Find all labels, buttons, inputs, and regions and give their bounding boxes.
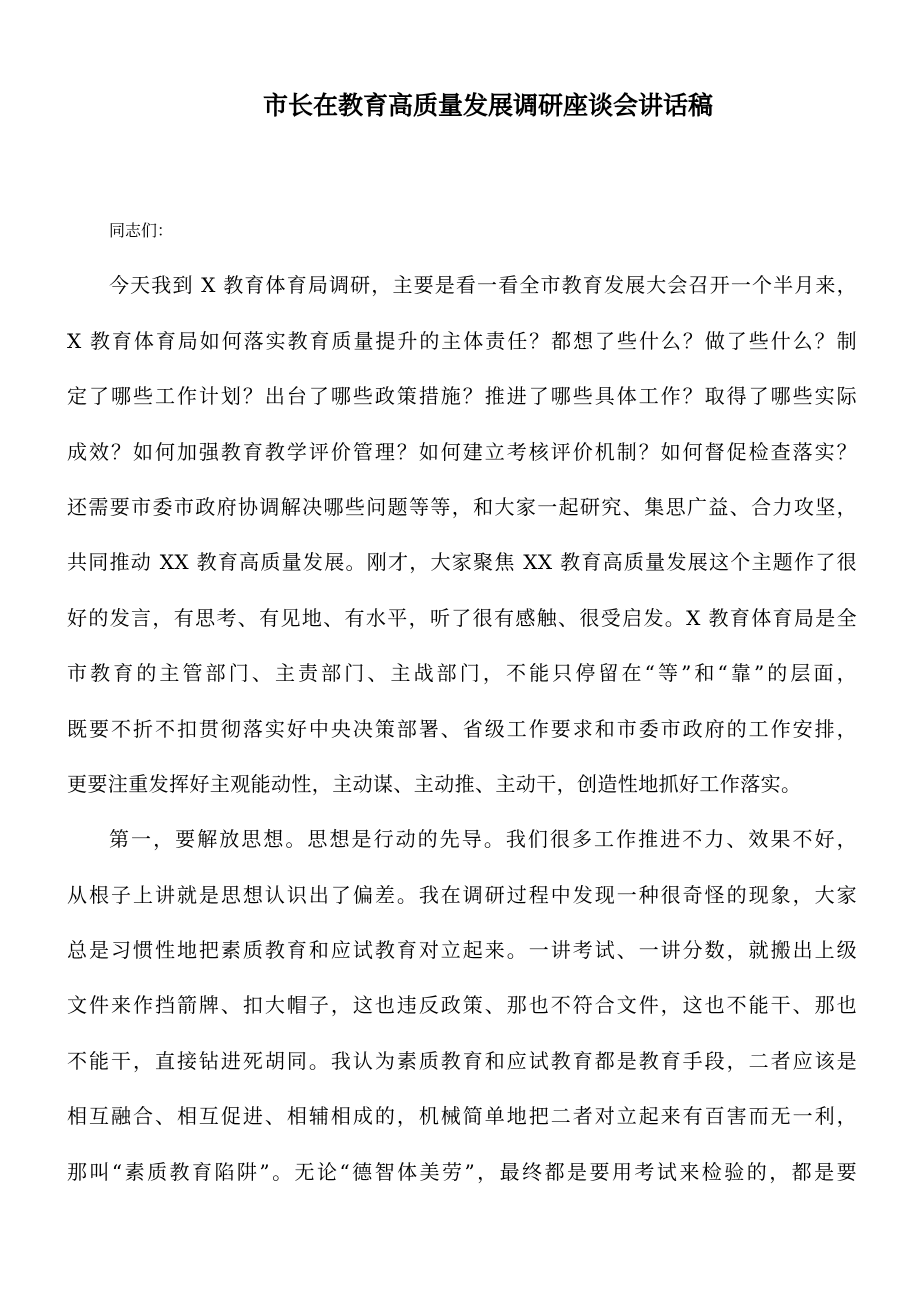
- paragraph-1: [67, 267, 857, 821]
- paragraph-1-line: 还需要市委市政府协调解决哪些问题等等，和大家一起研究、集思广益、合力攻坚，: [67, 494, 857, 519]
- greeting: 同志们：: [109, 221, 174, 240]
- paragraph-2: [67, 821, 857, 1209]
- document-title: 市长在教育高质量发展调研座谈会讲话稿: [262, 91, 713, 120]
- paragraph-2-line: 相互融合、相互促进、相辅相成的，机械简单地把二者对立起来有百害而无一利，: [67, 1104, 857, 1129]
- paragraph-1-line: 今天我到 X 教育体育局调研，主要是看一看全市教育发展大会召开一个半月来，: [109, 273, 857, 298]
- document-body: [67, 212, 857, 1209]
- paragraph-1-line: 成效？如何加强教育教学评价管理？如何建立考核评价机制？如何督促检查落实？: [67, 439, 857, 464]
- paragraph-2-line: 总是习惯性地把素质教育和应试教育对立起来。一讲考试、一讲分数，就搬出上级: [67, 938, 857, 963]
- paragraph-1-line: 定了哪些工作计划？出台了哪些政策措施？推进了哪些具体工作？取得了哪些实际: [67, 384, 857, 409]
- paragraph-1-line: 共同推动 XX 教育高质量发展。刚才，大家聚焦 XX 教育高质量发展这个主题作了很: [67, 550, 857, 575]
- paragraph-2-line: 第一，要解放思想。思想是行动的先导。我们很多工作推进不力、效果不好，: [109, 827, 857, 852]
- paragraph-2-line: 那叫“素质教育陷阱”。无论“德智体美劳”，最终都是要用考试来检验的，都是要: [67, 1159, 857, 1184]
- paragraph-1-line: 更要注重发挥好主观能动性，主动谋、主动推、主动干，创造性地抓好工作落实。: [67, 771, 802, 796]
- paragraph-2-line: 不能干，直接钻进死胡同。我认为素质教育和应试教育都是教育手段，二者应该是: [67, 1048, 857, 1073]
- paragraph-1-line: X 教育体育局如何落实教育质量提升的主体责任？都想了些什么？做了些什么？制: [67, 328, 857, 353]
- paragraph-1-line: 好的发言，有思考、有见地、有水平，听了很有感触、很受启发。X 教育体育局是全: [67, 605, 857, 630]
- paragraph-1-line: 既要不折不扣贯彻落实好中央决策部署、省级工作要求和市委市政府的工作安排，: [67, 716, 857, 741]
- paragraph-1-line: 市教育的主管部门、主责部门、主战部门，不能只停留在“等”和“靠”的层面，: [67, 661, 857, 686]
- paragraph-2-line: 文件来作挡箭牌、扣大帽子，这也违反政策、那也不符合文件，这也不能干、那也: [67, 993, 857, 1018]
- paragraph-2-line: 从根子上讲就是思想认识出了偏差。我在调研过程中发现一种很奇怪的现象，大家: [67, 882, 857, 907]
